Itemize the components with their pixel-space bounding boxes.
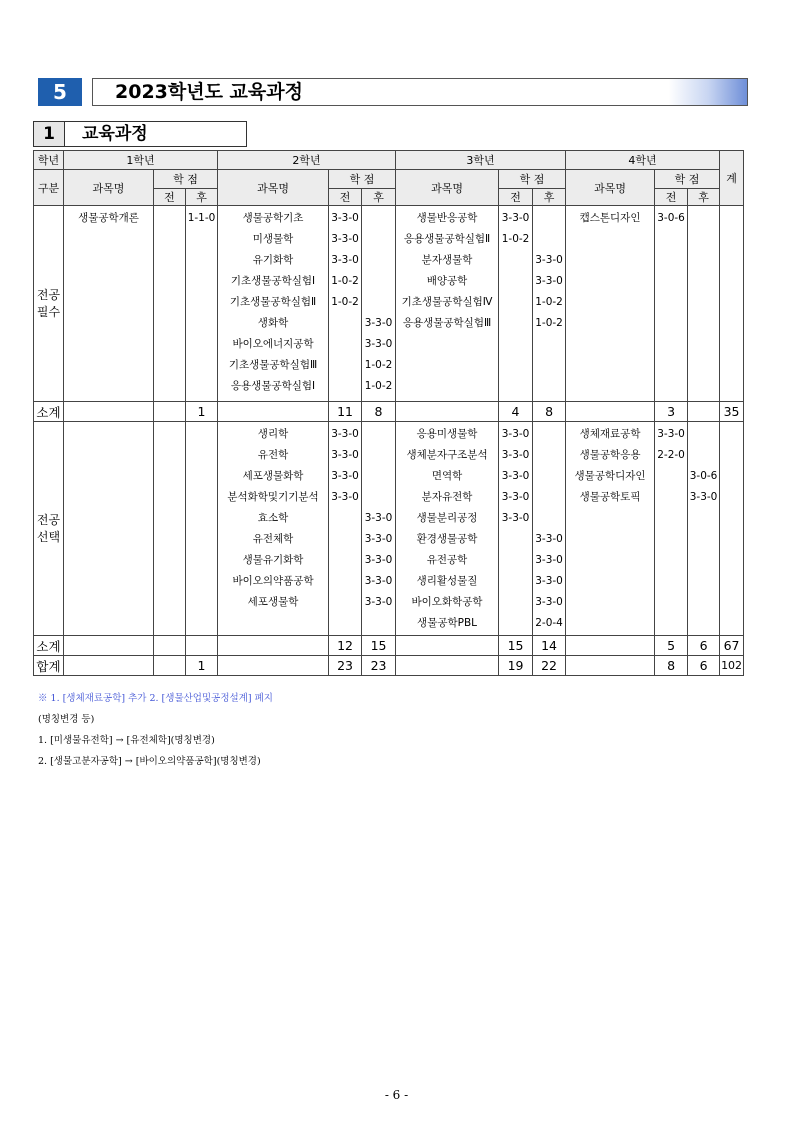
note-rename-heading: (명칭변경 등)	[38, 714, 95, 725]
course-list	[566, 208, 654, 229]
cell-line: 기초생물공학실험Ⅱ	[229, 296, 317, 308]
cell-line	[499, 271, 532, 292]
cell-line	[329, 508, 361, 529]
cell-line: 유전학	[257, 449, 289, 461]
cell-line: 생체재료공학	[579, 428, 641, 440]
course-list	[396, 208, 498, 334]
first-semester-header: 전	[329, 189, 362, 206]
cell-line: 2-0-4	[535, 617, 563, 629]
cell-line: 3-3-0	[364, 533, 393, 545]
cell-line: 3-3-0	[364, 317, 393, 329]
cell-line: 3-3-0	[689, 491, 718, 503]
grade-header: 학년	[34, 151, 64, 170]
section-title-box	[92, 78, 748, 106]
cell-line: 3-3-0	[364, 554, 393, 566]
cell-line: 3-0-6	[657, 212, 685, 224]
cell-line: 생체분자구조분석	[406, 449, 488, 461]
cell-line	[362, 466, 395, 487]
credit-list	[154, 424, 185, 445]
cell-line	[533, 424, 565, 445]
cell-line: 유전체학	[252, 533, 294, 545]
cell-line: 미생물학	[252, 233, 294, 245]
cell-line	[154, 208, 185, 229]
cell-line: 3-3-0	[331, 212, 359, 224]
cell-line	[362, 487, 395, 508]
first-semester-header: 전	[499, 189, 533, 206]
cell-line	[64, 424, 153, 445]
cell-line: 3-3-0	[501, 428, 530, 440]
subtotal-label: 소계	[34, 402, 64, 422]
cell-line	[688, 424, 719, 445]
cell-line	[329, 592, 361, 613]
subtotal-cell: 12	[329, 636, 362, 656]
subtotal-cell: 3	[655, 402, 688, 422]
elective-subtotal-row	[34, 636, 744, 656]
cell-line	[533, 487, 565, 508]
major-elective-label: 전공 선택	[34, 422, 64, 636]
credit-header: 학 점	[329, 170, 396, 189]
cell-line: 생물유기화학	[242, 554, 304, 566]
cell-line	[362, 271, 395, 292]
year1-header: 1학년	[64, 151, 218, 170]
cell-line: 1-0-2	[501, 233, 530, 245]
cell-line	[499, 592, 532, 613]
subsection-title: 교육과정	[82, 124, 148, 144]
cell-line: 1-0-2	[535, 317, 563, 329]
cell-line: 생물공학개론	[78, 212, 139, 224]
cell-line	[329, 355, 361, 376]
course-header: 과목명	[396, 170, 499, 206]
second-semester-header: 후	[688, 189, 720, 206]
cell-line: 생물분리공정	[416, 512, 478, 524]
total-cell: 23	[329, 656, 362, 676]
cell-line: 세포생물학	[247, 596, 299, 608]
major-required-label: 전공 필수	[34, 206, 64, 402]
credit-list	[533, 208, 565, 334]
cell-line	[154, 424, 185, 445]
cell-line	[362, 292, 395, 313]
year2-header: 2학년	[218, 151, 396, 170]
cell-line: 1-0-2	[331, 275, 359, 287]
credit-list	[688, 208, 719, 229]
cell-line	[499, 313, 532, 334]
cell-line	[499, 292, 532, 313]
subtotal-total: 67	[720, 636, 744, 656]
cell-line	[362, 208, 395, 229]
total-cell: 8	[655, 656, 688, 676]
total-cell	[154, 656, 186, 676]
note-rename-1: 1. [미생물유전학] → [유전체학](명칭변경)	[38, 735, 215, 746]
cell-line: 분자유전학	[421, 491, 473, 503]
cell-line: 3-3-0	[501, 212, 530, 224]
course-list	[218, 424, 328, 613]
notes	[38, 688, 273, 772]
credit-header: 학 점	[499, 170, 566, 189]
credit-list	[186, 424, 217, 445]
major-elective-row	[34, 422, 744, 636]
cell-line: 생물공학PBL	[417, 617, 478, 629]
cell-line: 3-3-0	[535, 596, 563, 608]
cell-line: 바이오화학공학	[411, 596, 483, 608]
cell-line	[533, 229, 565, 250]
cell-line: 세포생물화학	[242, 470, 304, 482]
section-header	[38, 78, 748, 106]
cell-line: 3-3-0	[535, 533, 563, 545]
total-cell: 6	[688, 656, 720, 676]
cell-line: 3-3-0	[535, 254, 563, 266]
year3-header: 3학년	[396, 151, 566, 170]
cell-line: 3-3-0	[331, 491, 359, 503]
cell-line	[499, 550, 532, 571]
subtotal-cell	[154, 636, 186, 656]
cell-line: 면역학	[431, 470, 463, 482]
cell-line: 2-2-0	[657, 449, 685, 461]
cell-line: 3-3-0	[501, 470, 530, 482]
cell-line	[655, 487, 687, 508]
total-cell: 19	[499, 656, 533, 676]
credit-list	[499, 424, 532, 634]
course-header: 과목명	[218, 170, 329, 206]
credit-list	[533, 424, 565, 634]
credit-list	[362, 424, 395, 613]
cell-line: 3-3-0	[364, 575, 393, 587]
cell-line: 3-3-0	[364, 596, 393, 608]
cell-line: 3-3-0	[657, 428, 685, 440]
credit-header: 학 점	[154, 170, 218, 189]
cell-line: 3-3-0	[501, 491, 530, 503]
credit-list	[655, 208, 687, 229]
cell-line	[186, 424, 217, 445]
cell-line	[655, 466, 687, 487]
subtotal-cell	[186, 636, 218, 656]
subtotal-cell: 8	[533, 402, 566, 422]
credit-list	[499, 208, 532, 334]
cell-line: 3-3-0	[331, 254, 359, 266]
subtotal-cell: 5	[655, 636, 688, 656]
course-list	[566, 424, 654, 508]
note-change: ※ 1. [생체재료공학] 추가 2. [생물산업및공정설계] 폐지	[38, 693, 273, 704]
cell-line: 응용미생물학	[416, 428, 478, 440]
cell-line: 3-0-6	[689, 470, 718, 482]
course-list	[218, 208, 328, 397]
year4-header: 4학년	[566, 151, 720, 170]
cell-line	[533, 208, 565, 229]
credit-list	[329, 208, 361, 397]
cell-line	[329, 376, 361, 397]
cell-line	[329, 529, 361, 550]
cell-line: 응용생물공학실험Ⅰ	[230, 380, 316, 392]
credit-list	[154, 208, 185, 229]
subtotal-cell	[154, 402, 186, 422]
subtotal-cell: 14	[533, 636, 566, 656]
cell-line: 유전공학	[426, 554, 468, 566]
cell-line: 1-1-0	[187, 212, 216, 224]
page-number: - 6 -	[384, 1088, 409, 1102]
cell-line: 유기화학	[252, 254, 294, 266]
cell-line: 3-3-0	[501, 512, 530, 524]
cell-line	[362, 250, 395, 271]
cell-line: 생물공학디자인	[574, 470, 646, 482]
subtotal-cell: 6	[688, 636, 720, 656]
course-header: 과목명	[566, 170, 655, 206]
cell-line	[499, 571, 532, 592]
cell-line: 기초생물공학실험Ⅰ	[230, 275, 316, 287]
cell-line: 배양공학	[426, 275, 468, 287]
grand-total-label: 합계	[34, 656, 64, 676]
cell-line: 환경생물공학	[416, 533, 478, 545]
cell-line: 1-0-2	[364, 380, 393, 392]
total-cell: 1	[186, 656, 218, 676]
subtotal-label: 소계	[34, 636, 64, 656]
cell-line: 응용생물공학실험Ⅱ	[403, 233, 491, 245]
cell-line	[499, 250, 532, 271]
subtotal-cell: 8	[362, 402, 396, 422]
cell-line: 분석화학및기기분석	[227, 491, 319, 503]
cell-line: 1-0-2	[364, 359, 393, 371]
grand-total-value: 102	[720, 656, 744, 676]
cell-line	[329, 571, 361, 592]
cell-line: 3-3-0	[331, 233, 359, 245]
cell-line	[329, 313, 361, 334]
major-required-row	[34, 206, 744, 402]
cell-line: 1-0-2	[331, 296, 359, 308]
subsection-number: 1	[34, 122, 65, 146]
cell-line	[533, 466, 565, 487]
subtotal-cell: 4	[499, 402, 533, 422]
section-number: 5	[38, 78, 82, 106]
cell-line: 분자생물학	[421, 254, 473, 266]
cell-line	[688, 445, 719, 466]
cell-line: 3-3-0	[535, 554, 563, 566]
grand-total-row	[34, 656, 744, 676]
cell-line: 효소학	[257, 512, 289, 524]
subtotal-cell	[688, 402, 720, 422]
cell-line: 3-3-0	[364, 338, 393, 350]
cell-line: 생물공학응용	[579, 449, 641, 461]
cell-line: 캡스톤디자인	[579, 212, 641, 224]
credit-list	[329, 424, 361, 613]
curriculum-table	[33, 150, 744, 676]
total-cell: 22	[533, 656, 566, 676]
second-semester-header: 후	[533, 189, 566, 206]
second-semester-header: 후	[362, 189, 396, 206]
cell-line	[499, 613, 532, 634]
credit-list	[655, 424, 687, 508]
cell-line: 생물공학토픽	[579, 491, 641, 503]
subtotal-cell: 1	[186, 402, 218, 422]
cell-line	[329, 334, 361, 355]
cell-line: 생리학	[257, 428, 289, 440]
subtotal-total: 35	[720, 402, 744, 422]
credit-header: 학 점	[655, 170, 720, 189]
cell-line: 기초생물공학실험Ⅳ	[401, 296, 493, 308]
total-header: 계	[720, 151, 744, 206]
required-subtotal-row	[34, 402, 744, 422]
credit-list	[186, 208, 217, 229]
section-title: 2023학년도 교육과정	[115, 81, 303, 103]
cell-line: 생물반응공학	[416, 212, 478, 224]
cell-line: 3-3-0	[331, 470, 359, 482]
cell-line	[533, 508, 565, 529]
course-list	[64, 424, 153, 445]
total-cell: 23	[362, 656, 396, 676]
cell-line	[329, 550, 361, 571]
cell-line: 1-0-2	[535, 296, 563, 308]
second-semester-header: 후	[186, 189, 218, 206]
subtotal-cell: 15	[362, 636, 396, 656]
cell-line: 기초생물공학실험Ⅲ	[228, 359, 318, 371]
cell-line: 바이오에너지공학	[232, 338, 314, 350]
cell-line: 생리활성물질	[416, 575, 478, 587]
cell-line: 생물공학기초	[242, 212, 304, 224]
cell-line	[362, 424, 395, 445]
first-semester-header: 전	[655, 189, 688, 206]
cell-line	[499, 529, 532, 550]
cell-line: 3-3-0	[331, 428, 359, 440]
cell-line	[688, 208, 719, 229]
credit-list	[362, 208, 395, 397]
subtotal-cell: 11	[329, 402, 362, 422]
course-header: 과목명	[64, 170, 154, 206]
credit-list	[688, 424, 719, 508]
cell-line	[362, 445, 395, 466]
cell-line	[533, 445, 565, 466]
cell-line: 3-3-0	[331, 449, 359, 461]
subtotal-cell: 15	[499, 636, 533, 656]
course-list	[396, 424, 498, 634]
cell-line: 3-3-0	[535, 275, 563, 287]
cell-line: 생화학	[257, 317, 289, 329]
category-header: 구분	[34, 170, 64, 206]
note-rename-2: 2. [생물고분자공학] → [바이오의약품공학](명칭변경)	[38, 756, 261, 767]
course-list	[64, 208, 153, 229]
cell-line	[362, 229, 395, 250]
cell-line: 바이오의약품공학	[232, 575, 314, 587]
cell-line: 3-3-0	[535, 575, 563, 587]
cell-line: 3-3-0	[364, 512, 393, 524]
cell-line: 3-3-0	[501, 449, 530, 461]
subsection-header	[33, 121, 247, 147]
first-semester-header: 전	[154, 189, 186, 206]
cell-line: 응용생물공학실험Ⅲ	[402, 317, 492, 329]
